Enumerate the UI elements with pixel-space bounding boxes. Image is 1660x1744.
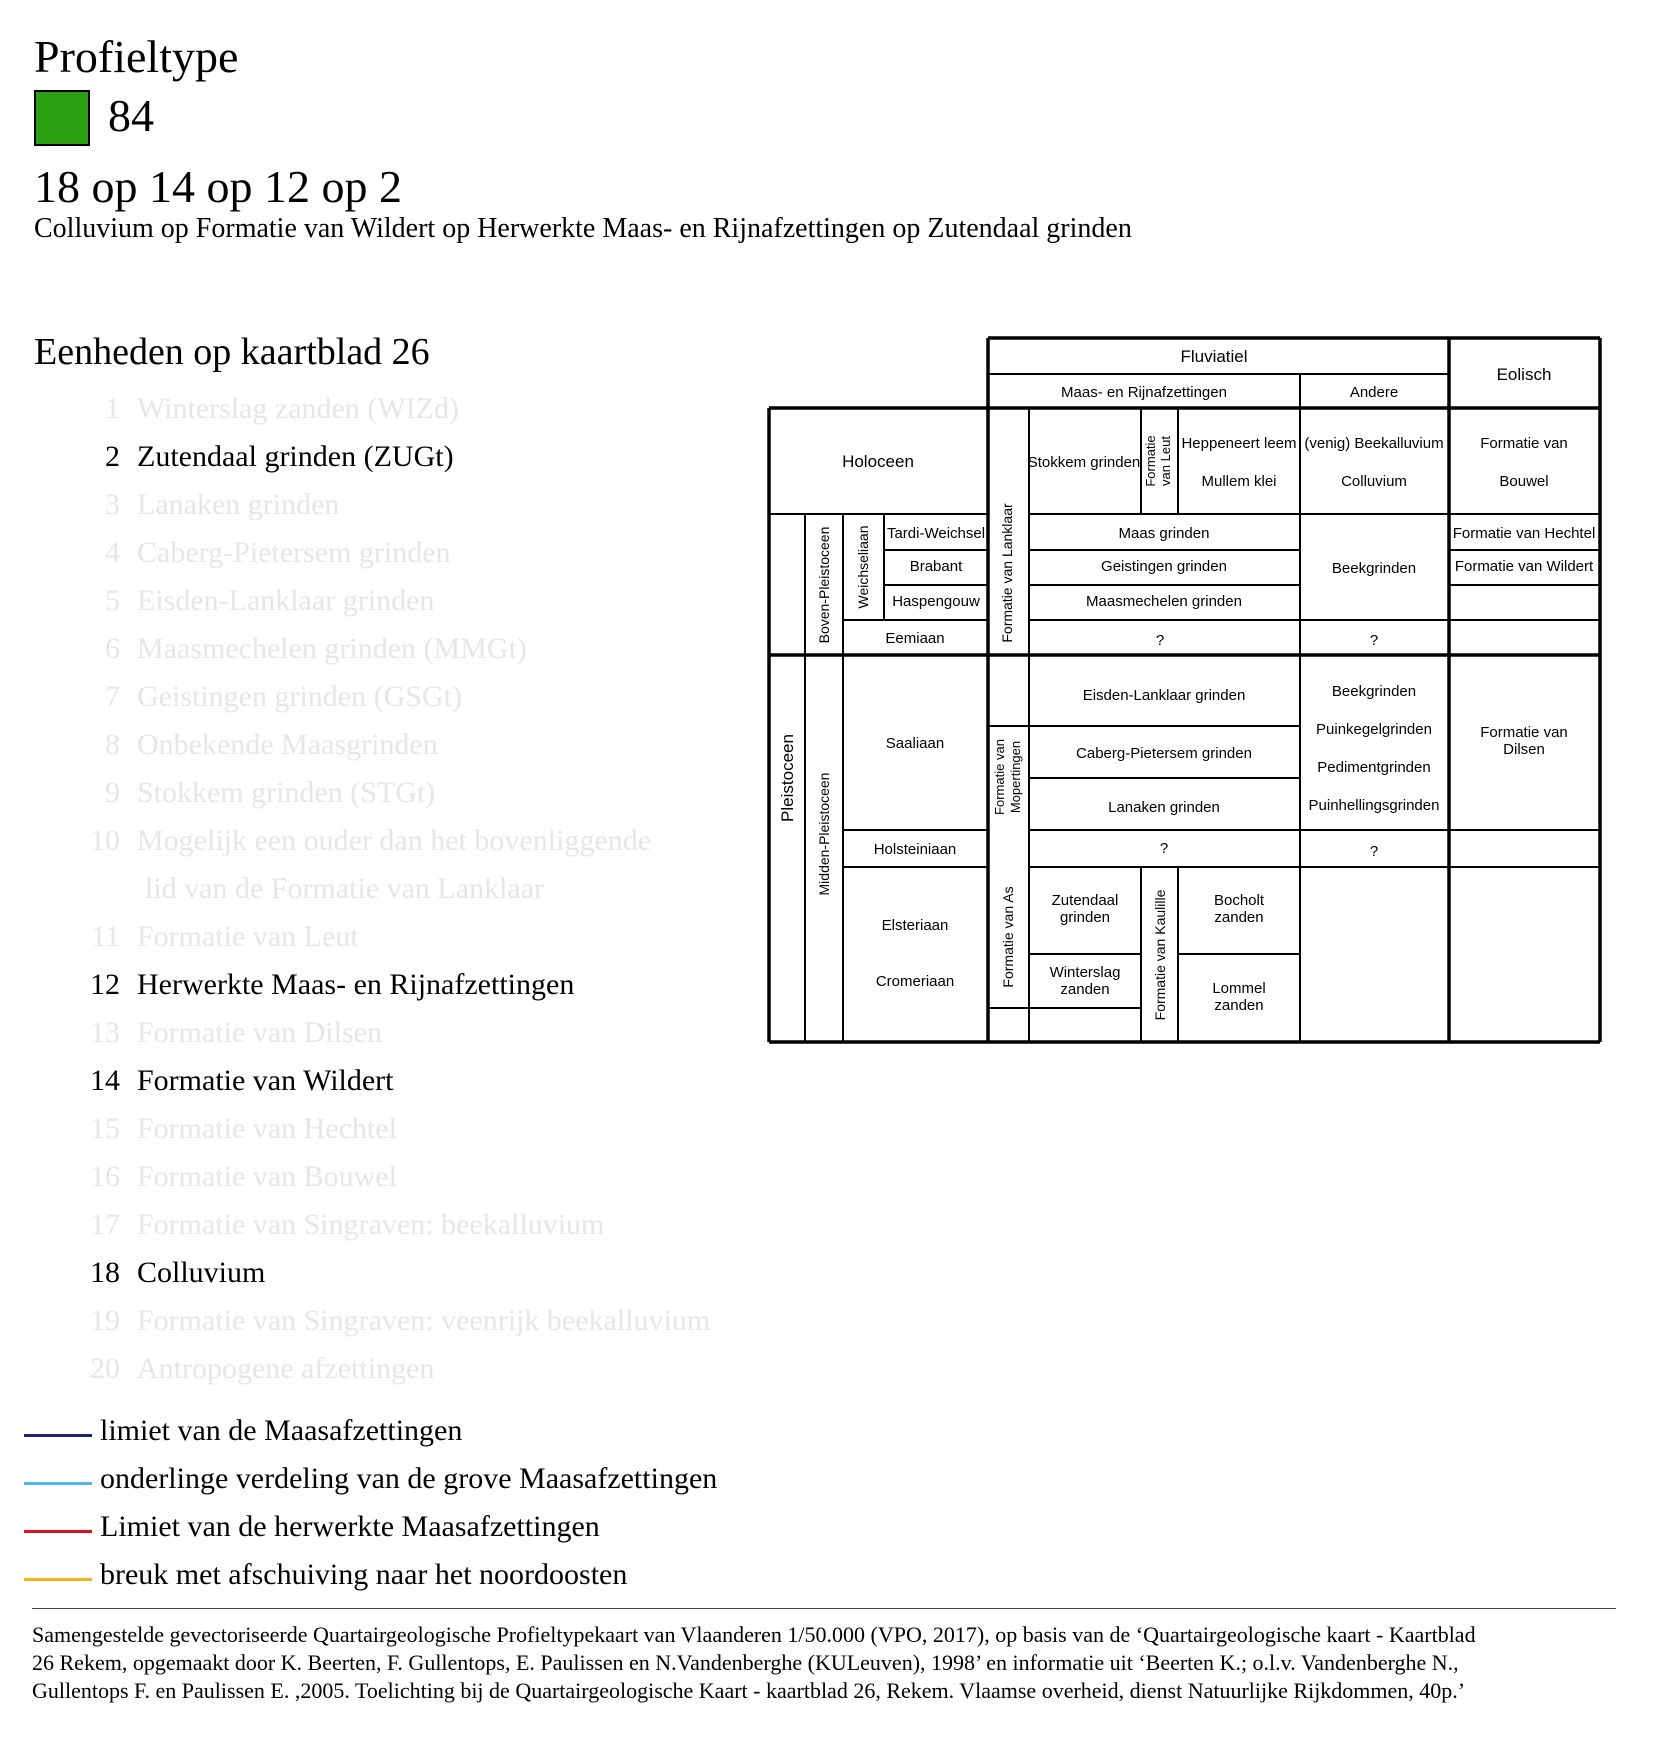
units-heading: Eenheden op kaartblad 26 — [34, 331, 430, 373]
stage-tardi-weichsel: Tardi-Weichsel — [886, 525, 986, 542]
unit-name: Lanaken grinden — [137, 488, 340, 521]
unit-number: 2 — [105, 440, 120, 473]
cell-puinkegelgrinden: Puinkegelgrinden — [1316, 721, 1432, 738]
legend-label: breuk met afschuiving naar het noordoosten — [100, 1558, 628, 1591]
cell-formatie-leut-2: van Leut — [1158, 436, 1173, 486]
cell-maas-grinden: Maas grinden — [1118, 525, 1210, 542]
unit-number: 16 — [90, 1160, 120, 1193]
cell-geistingen: Geistingen grinden — [1101, 558, 1227, 575]
cell-maasmechelen: Maasmechelen grinden — [1086, 593, 1242, 610]
unit-name: Formatie van Bouwel — [137, 1160, 397, 1193]
unit-number: 8 — [105, 728, 120, 761]
cell-dilsen-1: Formatie van — [1480, 724, 1568, 741]
cell-heppeneert: Heppeneert leem — [1181, 435, 1297, 452]
footer-line-2: 26 Rekem, opgemaakt door K. Beerten, F. Gullentops, E. Paulissen en N.Vandenberghe (KULeuven), 1998’ en informatie uit ‘Beerten K.; o.l.v. Vandenberghe N., — [32, 1650, 1459, 1675]
legend-label: Limiet van de herwerkte Maasafzettingen — [100, 1510, 600, 1543]
cell-winterslag-1: Winterslag — [1049, 964, 1121, 981]
unit-number: 3 — [105, 488, 120, 521]
cell-pedimentgrinden: Pedimentgrinden — [1317, 759, 1431, 776]
unit-number: 12 — [90, 968, 120, 1001]
unit-name: Zutendaal grinden (ZUGt) — [137, 440, 454, 473]
unit-name: Formatie van Singraven: veenrijk beekalluvium — [137, 1304, 711, 1337]
footer-line-1: Samengestelde gevectoriseerde Quartairgeologische Profieltypekaart van Vlaanderen 1/50.000 (VPO, 2017), op basis van de ‘Quartairgeologische kaart - Kaartblad — [32, 1622, 1476, 1647]
formatie-kaulille-label: Formatie van Kaulille — [1152, 889, 1168, 1021]
cell-bocholt-1: Bocholt — [1213, 892, 1265, 909]
stage-holsteiniaan: Holsteiniaan — [873, 841, 957, 858]
unit-number: 11 — [91, 920, 120, 953]
cell-unknown-3: ? — [1159, 840, 1169, 857]
legend-line-icon — [24, 1578, 92, 1581]
cell-bocholt-2: zanden — [1214, 909, 1264, 926]
footer-line-3: Gullentops F. en Paulissen E. ,2005. Toelichting bij de Quartairgeologische Kaart - kaartblad 26, Rekem. Vlaamse overheid, dienst Natuurlijke Rijkdommen, 40p.’ — [32, 1678, 1466, 1703]
unit-number: 1 — [105, 392, 120, 425]
period-midden-pleistoceen: Midden-Pleistoceen — [816, 772, 832, 896]
header-fluviatiel: Fluviatiel — [1180, 347, 1248, 366]
profile-code: 84 — [108, 90, 154, 141]
cell-bouwel-1: Formatie van — [1480, 435, 1568, 452]
unit-number: 20 — [90, 1352, 120, 1385]
period-boven-pleistoceen: Boven-Pleistoceen — [816, 526, 832, 644]
header-andere: Andere — [1349, 384, 1399, 401]
cell-unknown-2: ? — [1369, 632, 1379, 649]
cell-unknown-4: ? — [1369, 843, 1379, 860]
stage-cromeriaan: Cromeriaan — [875, 973, 955, 990]
period-pleistoceen: Pleistoceen — [778, 734, 797, 822]
period-holoceen: Holoceen — [842, 452, 914, 471]
unit-name: Geistingen grinden (GSGt) — [137, 680, 462, 713]
unit-number: 13 — [90, 1016, 120, 1049]
unit-name: Formatie van Wildert — [137, 1064, 394, 1097]
cell-zutendaal-1: Zutendaal — [1051, 892, 1119, 909]
unit-name: Caberg-Pietersem grinden — [137, 536, 451, 569]
cell-lommel-1: Lommel — [1212, 980, 1266, 997]
cell-colluvium: Colluvium — [1341, 473, 1407, 490]
unit-number: 9 — [105, 776, 120, 809]
unit-name: Maasmechelen grinden (MMGt) — [137, 632, 527, 665]
cell-puinhellingsgrinden: Puinhellingsgrinden — [1308, 797, 1440, 814]
profile-description: Colluvium op Formatie van Wildert op Herwerkte Maas- en Rijnafzettingen op Zutendaal grinden — [34, 213, 1132, 244]
cell-lommel-2: zanden — [1214, 997, 1264, 1014]
unit-number: 4 — [105, 536, 120, 569]
cell-beekgrinden: Beekgrinden — [1331, 560, 1417, 577]
cell-zutendaal-2: grinden — [1059, 909, 1111, 926]
unit-name-continuation: lid van de Formatie van Lanklaar — [145, 872, 545, 905]
unit-name: Winterslag zanden (WIZd) — [137, 392, 459, 425]
unit-name: Herwerkte Maas- en Rijnafzettingen — [137, 968, 575, 1001]
stage-brabant: Brabant — [909, 558, 963, 575]
stage-elsteriaan: Elsteriaan — [881, 917, 949, 934]
formatie-mopertingen-label-2: Mopertingen — [1008, 740, 1023, 814]
unit-name: Mogelijk een ouder dan het bovenliggende — [137, 824, 652, 857]
legend-label: onderlinge verdeling van de grove Maasafzettingen — [100, 1462, 718, 1495]
unit-number: 7 — [105, 680, 120, 713]
cell-formatie-leut-1: Formatie — [1143, 435, 1158, 487]
stage-eemiaan: Eemiaan — [885, 630, 945, 647]
unit-number: 5 — [105, 584, 120, 617]
unit-number: 14 — [90, 1064, 120, 1097]
stage-haspengouw: Haspengouw — [892, 593, 980, 610]
stage-weichseliaan: Weichseliaan — [855, 525, 871, 609]
unit-number: 10 — [90, 824, 120, 857]
unit-name: Stokkem grinden (STGt) — [137, 776, 436, 809]
page-title: Profieltype — [34, 31, 239, 82]
unit-name: Formatie van Leut — [137, 920, 359, 953]
cell-lanaken: Lanaken grinden — [1108, 799, 1220, 816]
header-maas-rijn: Maas- en Rijnafzettingen — [1061, 384, 1227, 401]
unit-name: Antropogene afzettingen — [137, 1352, 435, 1385]
unit-number: 19 — [90, 1304, 120, 1337]
cell-eisden: Eisden-Lanklaar grinden — [1082, 687, 1246, 704]
formatie-as-label: Formatie van As — [1000, 886, 1016, 988]
cell-wildert: Formatie van Wildert — [1454, 558, 1594, 575]
cell-stokkem: Stokkem grinden — [1027, 454, 1141, 471]
header-eolisch: Eolisch — [1496, 365, 1552, 384]
legend-line-icon — [24, 1530, 92, 1533]
cell-dilsen-2: Dilsen — [1503, 741, 1545, 758]
footer-divider — [32, 1608, 1616, 1609]
legend-line-icon — [24, 1482, 92, 1485]
cell-bouwel-2: Bouwel — [1499, 473, 1549, 490]
unit-name: Formatie van Dilsen — [137, 1016, 382, 1049]
cell-venig-beekalluvium: (venig) Beekalluvium — [1304, 435, 1444, 452]
unit-number: 17 — [90, 1208, 120, 1241]
unit-name: Formatie van Hechtel — [137, 1112, 397, 1145]
unit-name: Eisden-Lanklaar grinden — [137, 584, 435, 617]
unit-number: 15 — [90, 1112, 120, 1145]
profile-sequence: 18 op 14 op 12 op 2 — [34, 161, 402, 212]
cell-caberg: Caberg-Pietersem grinden — [1076, 745, 1252, 762]
unit-name: Onbekende Maasgrinden — [137, 728, 438, 761]
legend-line-icon — [24, 1434, 92, 1437]
legend-label: limiet van de Maasafzettingen — [100, 1414, 463, 1447]
cell-mullem: Mullem klei — [1201, 473, 1277, 490]
cell-winterslag-2: zanden — [1060, 981, 1110, 998]
unit-number: 6 — [105, 632, 120, 665]
unit-number: 18 — [90, 1256, 120, 1289]
cell-beekgrinden-2: Beekgrinden — [1331, 683, 1417, 700]
unit-name: Formatie van Singraven: beekalluvium — [137, 1208, 605, 1241]
formatie-mopertingen-label-1: Formatie van — [992, 739, 1007, 815]
cell-hechtel: Formatie van Hechtel — [1452, 525, 1596, 542]
stage-saaliaan: Saaliaan — [885, 735, 945, 752]
formatie-lanklaar-label: Formatie van Lanklaar — [999, 503, 1015, 643]
unit-name: Colluvium — [137, 1256, 266, 1289]
cell-unknown-1: ? — [1155, 632, 1165, 649]
